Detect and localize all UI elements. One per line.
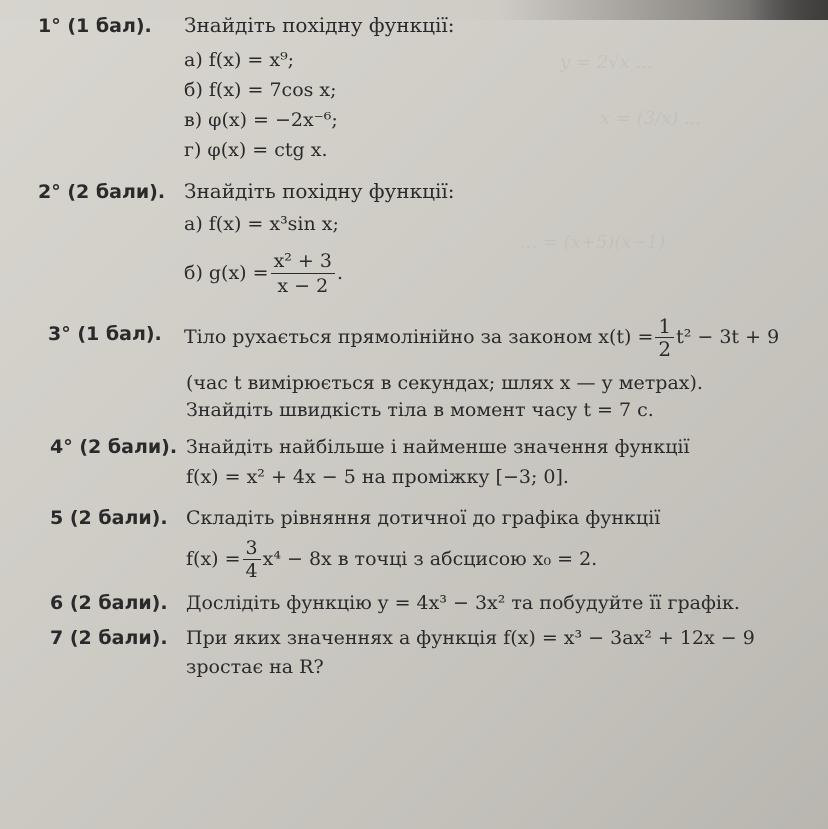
problem-2-item-b-prefix: б) g(x) =	[184, 262, 269, 284]
problem-2-fraction	[271, 249, 335, 298]
problem-2-item-b	[184, 246, 343, 300]
problem-5-line-2	[186, 532, 597, 586]
show-through-text: ... = (x+5)(x−1)	[520, 232, 666, 253]
problem-2-number: 2° (2 бали).	[38, 181, 166, 203]
problem-5-number: 5 (2 бали).	[50, 507, 168, 529]
problem-7-task: При яких значеннях a функція f(x) = x³ − 3ax² + 12x − 9	[186, 627, 755, 649]
problem-6-number: 6 (2 бали).	[50, 592, 168, 614]
fraction-numerator: x² + 3	[271, 249, 335, 274]
problem-2-task: Знайдіть похідну функції:	[184, 179, 455, 203]
show-through-text: y = 2√x ...	[560, 52, 653, 73]
problem-5-line-2-suffix: x⁴ − 8x в точці з абсцисою x₀ = 2.	[262, 548, 598, 570]
problem-1-task: Знайдіть похідну функції:	[184, 13, 455, 37]
problem-5-task: Складіть рівняння дотичної до графіка функції	[186, 507, 661, 529]
problem-3-fraction	[655, 315, 674, 360]
problem-3-task-line	[184, 310, 779, 364]
problem-2-item-a: а) f(x) = x³sin x;	[184, 213, 339, 235]
problem-3-line-3: Знайдіть швидкість тіла в момент часу t = 7 с.	[186, 399, 654, 421]
problem-1-number: 1° (1 бал).	[38, 15, 152, 37]
fraction-numerator: 1	[655, 315, 674, 338]
problem-5-line-2-prefix: f(x) =	[186, 548, 241, 570]
problem-4-number: 4° (2 бали).	[50, 436, 178, 458]
problem-7-number: 7 (2 бали).	[50, 627, 168, 649]
problem-2-item-b-suffix: .	[336, 262, 344, 284]
problem-7-line-2: зростає на R?	[186, 656, 324, 678]
problem-4-task: Знайдіть найбільше і найменше значення функції	[186, 436, 690, 458]
show-through-text: x = (3/x) ...	[600, 108, 702, 129]
fraction-numerator: 3	[243, 537, 261, 560]
problem-1-item-a: а) f(x) = x⁹;	[184, 49, 295, 71]
problem-3-task-end: t² − 3t + 9	[676, 326, 780, 348]
problem-5-fraction	[243, 537, 261, 582]
fraction-denominator: 2	[658, 336, 672, 361]
problem-1-item-d: г) φ(x) = ctg x.	[184, 139, 328, 161]
problem-6-task: Дослідіть функцію y = 4x³ − 3x² та побудуйте її графік.	[186, 592, 740, 614]
problem-3-line-2: (час t вимірюється в секундах; шлях x — у метрах).	[186, 372, 703, 394]
problem-1-item-c: в) φ(x) = −2x⁻⁶;	[184, 109, 338, 131]
fraction-denominator: 4	[245, 559, 258, 582]
problem-4-line-2: f(x) = x² + 4x − 5 на проміжку [−3; 0].	[186, 466, 569, 488]
problem-3-task: Тіло рухається прямолінійно за законом x(t) =	[184, 326, 654, 348]
problem-1-item-b: б) f(x) = 7cos x;	[184, 79, 337, 101]
fraction-denominator: x − 2	[277, 274, 329, 297]
problem-3-number: 3° (1 бал).	[48, 323, 162, 345]
